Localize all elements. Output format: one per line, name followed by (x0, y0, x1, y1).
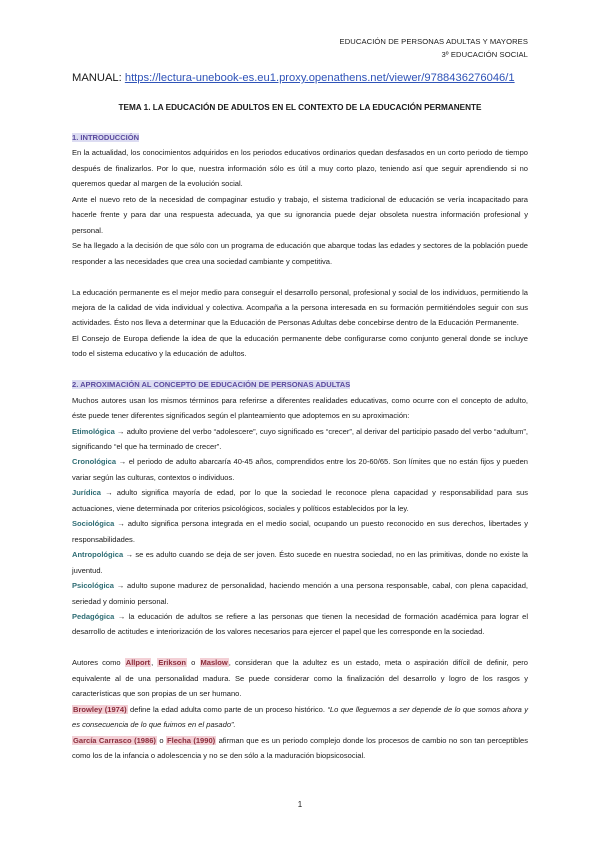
definition-psicologica: Psicológica → adulto supone madurez de personalidad, haciendo mención a una persona responsable, cabal, con plena capacidad, seriedad y dominio personal. (72, 581, 528, 606)
definition-etimologica: Etimológica → adulto proviene del verbo “adolescere”, cuyo significado es “crecer”, al derivar del participio pasado del verbo “adultum”, significando “el que ha terminado de crecer”. (72, 426, 528, 452)
paragraph: Ante el nuevo reto de la necesidad de compaginar estudio y trabajo, el sistema tradicional de educación se vería incapacitado para hacerle frente y para dar una respuesta adecuada, ya que su ignorancia puede dejar obsoleta nuestra información profesional y personal. (72, 194, 528, 235)
document-title: TEMA 1. LA EDUCACIÓN DE ADULTOS EN EL CONTEXTO DE LA EDUCACIÓN PERMANENTE (118, 103, 482, 112)
running-header (340, 36, 528, 61)
quote: “Lo que lleguemos a ser depende de lo que somos ahora y es consecuencia de lo que fuimos en el pasado”. (72, 704, 528, 730)
definition-antropologica: Antropológica → se es adulto cuando se deja de ser joven. Ésto sucede en nuestra sociedad, no en las primitivas, donde no existe la juventud. (72, 550, 528, 575)
author-highlight: Browley (1974) (73, 704, 127, 714)
paragraph-garcia-flecha: García Carrasco (1986) o Flecha (1990) afirman que es un periodo complejo donde los procesos de cambio no son tan perceptibles como los de la infancia o adolescencia y no se den sólo a la maduración biopsicosocial. (72, 735, 528, 761)
paragraph-authors: Autores como Allport, Erikson o Maslow, consideran que la adultez es un estado, meta o aspiración difícil de definir, pero equivalente al de una personalidad madura. Se puede considerar como la finalización del desarrollo y logro de los rasgos y características que son propias de un ser humano. (72, 658, 528, 699)
definition-term: Etimológica (72, 426, 115, 436)
section-heading-introduccion: 1. INTRODUCCIÓN (72, 133, 140, 142)
manual-link[interactable]: https://lectura-unebook-es.eu1.proxy.openathens.net/viewer/9788436276046/1 (124, 72, 515, 84)
paragraph-browley: Browley (1974) define la edad adulta como parte de un proceso histórico. “Lo que lleguemos a ser depende de lo que somos ahora y es consecuencia de lo que fuimos en el pasado”. (72, 704, 528, 730)
document-body (72, 130, 528, 764)
paragraph: La educación permanente es el mejor medio para conseguir el desarrollo personal, profesional y social de los individuos, permitiendo la mejora de la calidad de vida individual y colectiva. Acompaña a la persona interesada en su formación permitiéndoles seguir con sus actividades. Ésto nos lleva a determinar que la Educación de Personas Adultas debe concebirse dentro de la Educación Permanente. (72, 287, 528, 328)
header-degree: 3º EDUCACIÓN SOCIAL (441, 49, 528, 59)
paragraph: En la actualidad, los conocimientos adquiridos en los periodos educativos ordinarios quedan desfasados en un corto periodo de tiempo después de finalizarlos. Por lo que, nuestra información sólo es útil a muy corto plazo, teniendo así que seguir aprendiendo si no queremos quedar al margen de la evolución social. (72, 148, 528, 189)
definition-sociologica: Sociológica → adulto significa persona integrada en el medio social, ocupando un puesto reconocido en sus derechos, libertades y responsabilidades. (72, 519, 528, 544)
author-highlight: Maslow (200, 658, 228, 668)
author-highlight: García Carrasco (1986) (73, 735, 156, 745)
page-number: 1 (297, 800, 303, 809)
definition-term: Antropológica (72, 550, 124, 560)
paragraph: Muchos autores usan los mismos términos para referirse a diferentes realidades educativas, como ocurre con el concepto de adulto, éste puede tener diferentes significados según el planteamiento que adoptemos en su aproximación: (72, 395, 528, 421)
manual-reference (72, 71, 515, 85)
definition-pedagogica: Pedagógica → la educación de adultos se refiere a las personas que tienen la necesidad de formación académica para lograr el desarrollo de actitudes e interiorización de los valores necesarios para ejercer el papel que les corresponde en la sociedad. (72, 612, 528, 637)
definition-term: Sociológica (72, 519, 115, 529)
section-heading-aproximacion: 2. APROXIMACIÓN AL CONCEPTO DE EDUCACIÓN DE PERSONAS ADULTAS (72, 380, 351, 390)
paragraph: Se ha llegado a la decisión de que sólo con un programa de educación que abarque todas las edades y sectores de la población puede responder a las necesidades que crea una sociedad cambiante y competitiva. (72, 241, 528, 266)
definition-term: Jurídica (72, 488, 101, 498)
definition-term: Psicológica (72, 581, 114, 591)
definition-term: Pedagógica (72, 612, 115, 622)
manual-label: MANUAL: (72, 72, 125, 84)
definition-term: Cronológica (72, 457, 117, 467)
paragraph: El Consejo de Europa defiende la idea de que la educación permanente debe configurarse como conjunto general donde se incluye todo el sistema educativo y la educación de adultos. (72, 333, 528, 359)
header-course: EDUCACIÓN DE PERSONAS ADULTAS Y MAYORES (339, 37, 528, 46)
author-highlight: Allport (125, 658, 151, 668)
author-highlight: Flecha (1990) (167, 735, 216, 745)
definition-cronologica: Cronológica → el periodo de adulto abarcaría 40-45 años, comprendidos entre los 20-60/65. Son límites que no están fijos y pueden variar según las culturas, contextos o individuos. (72, 457, 528, 482)
author-highlight: Erikson (158, 658, 187, 668)
definition-juridica: Jurídica → adulto significa mayoría de edad, por lo que la sociedad le reconoce plena capacidad y responsabilidad para sus actuaciones, viene determinada por criterios psicológicos, sociales y políticos establecidos por la ley. (72, 488, 528, 513)
